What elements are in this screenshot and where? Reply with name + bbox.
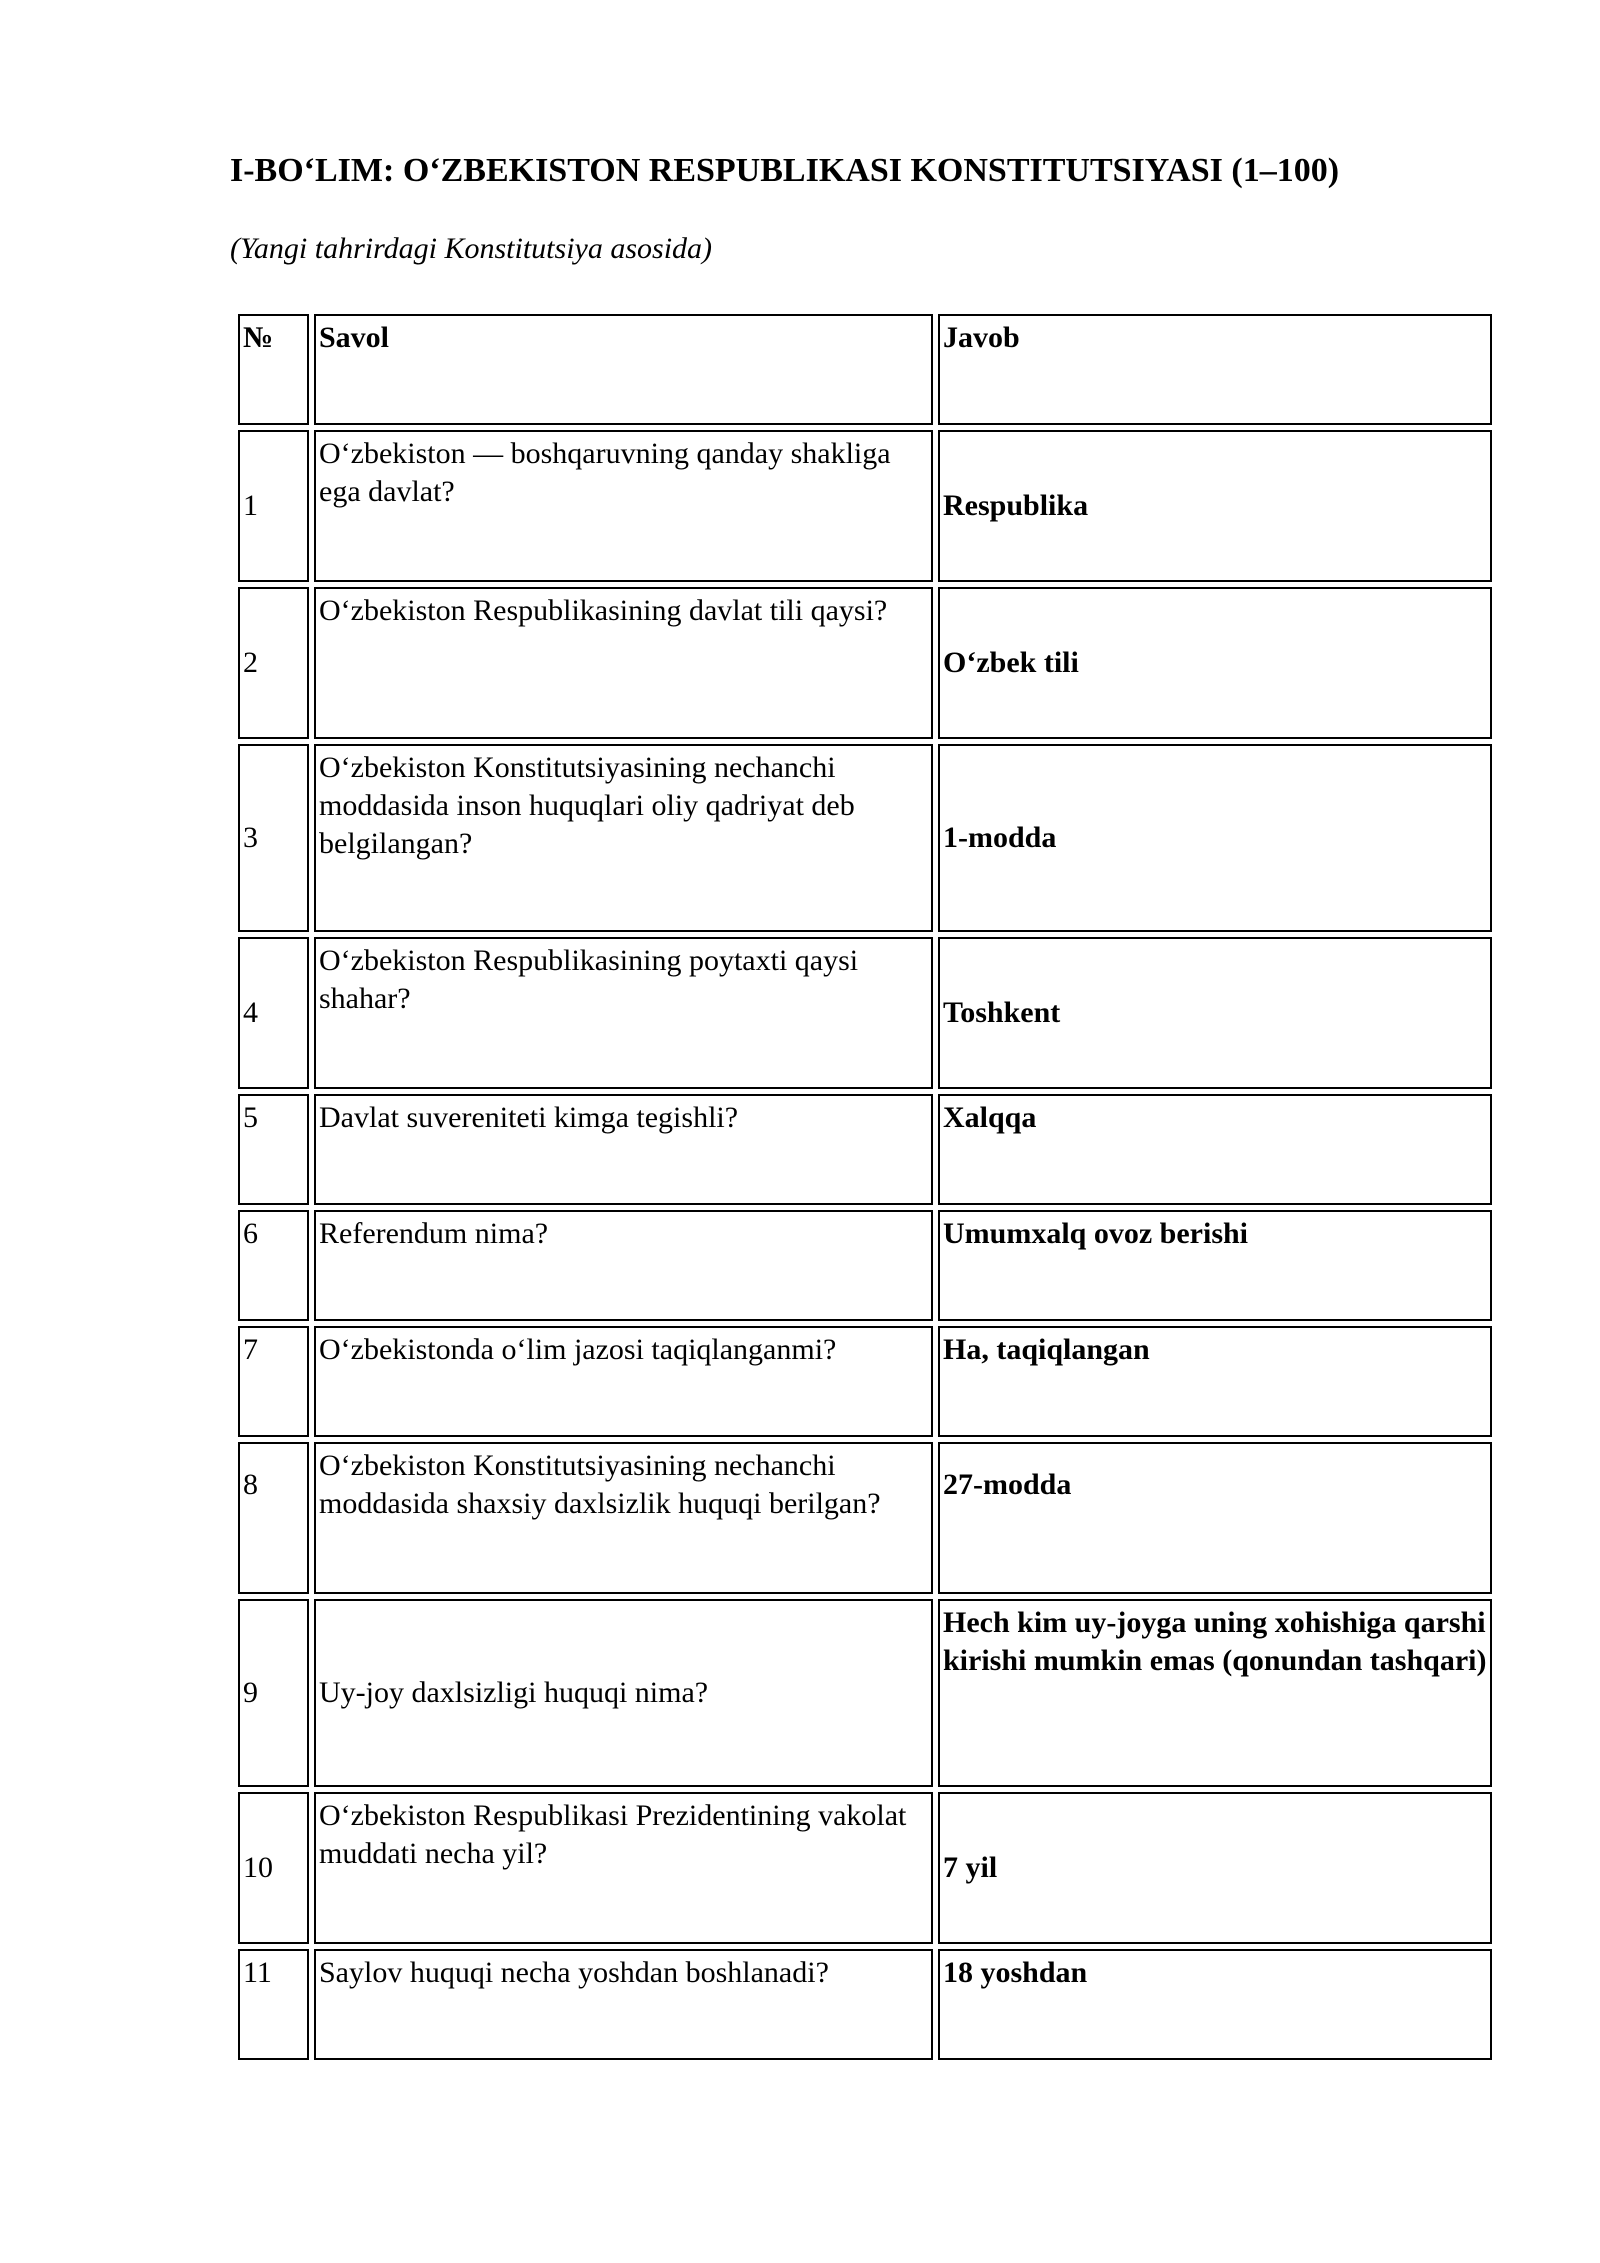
row-question: O‘zbekistonda o‘lim jazosi taqiqlanganmi? xyxy=(314,1326,933,1437)
header-number: № xyxy=(238,314,309,425)
table-row xyxy=(238,1094,1492,1205)
row-question: O‘zbekiston — boshqaruvning qanday shakliga ega davlat? xyxy=(314,430,933,582)
row-answer: 7 yil xyxy=(938,1792,1492,1944)
table-row xyxy=(238,744,1492,932)
row-number: 5 xyxy=(238,1094,309,1205)
table-row xyxy=(238,1210,1492,1321)
row-answer: Xalqqa xyxy=(938,1094,1492,1205)
table-row xyxy=(238,1442,1492,1594)
page-subtitle: (Yangi tahrirdagi Konstitutsiya asosida) xyxy=(230,232,713,265)
row-number: 7 xyxy=(238,1326,309,1437)
table-row xyxy=(238,1792,1492,1944)
table-row xyxy=(238,430,1492,582)
row-question: Davlat suvereniteti kimga tegishli? xyxy=(314,1094,933,1205)
table-row xyxy=(238,587,1492,739)
row-number: 2 xyxy=(238,587,309,739)
table-row xyxy=(238,1599,1492,1787)
row-number: 3 xyxy=(238,744,309,932)
row-answer: O‘zbek tili xyxy=(938,587,1492,739)
row-number: 1 xyxy=(238,430,309,582)
header-answer: Javob xyxy=(938,314,1492,425)
table-header-row xyxy=(238,314,1492,425)
row-number: 10 xyxy=(238,1792,309,1944)
row-number: 8 xyxy=(238,1442,309,1594)
qa-table xyxy=(233,309,1497,2065)
table-row xyxy=(238,937,1492,1089)
table-row xyxy=(238,1949,1492,2060)
row-answer: Respublika xyxy=(938,430,1492,582)
row-number: 9 xyxy=(238,1599,309,1787)
header-question: Savol xyxy=(314,314,933,425)
row-question: Saylov huquqi necha yoshdan boshlanadi? xyxy=(314,1949,933,2060)
row-question: O‘zbekiston Respublikasi Prezidentining vakolat muddati necha yil? xyxy=(314,1792,933,1944)
row-answer: 1-modda xyxy=(938,744,1492,932)
row-question: Uy-joy daxlsizligi huquqi nima? xyxy=(314,1599,933,1787)
row-answer: 18 yoshdan xyxy=(938,1949,1492,2060)
row-number: 6 xyxy=(238,1210,309,1321)
row-answer: Ha, taqiqlangan xyxy=(938,1326,1492,1437)
row-answer: Hech kim uy-joyga uning xohishiga qarshi kirishi mumkin emas (qonundan tashqari) xyxy=(938,1599,1492,1787)
row-question: O‘zbekiston Respublikasining poytaxti qaysi shahar? xyxy=(314,937,933,1089)
row-question: O‘zbekiston Konstitutsiyasining nechanchi moddasida inson huquqlari oliy qadriyat deb belgilangan? xyxy=(314,744,933,932)
row-number: 11 xyxy=(238,1949,309,2060)
row-question: O‘zbekiston Konstitutsiyasining nechanchi moddasida shaxsiy daxlsizlik huquqi berilgan? xyxy=(314,1442,933,1594)
row-answer: Umumxalq ovoz berishi xyxy=(938,1210,1492,1321)
row-number: 4 xyxy=(238,937,309,1089)
row-answer: Toshkent xyxy=(938,937,1492,1089)
table-row xyxy=(238,1326,1492,1437)
row-question: O‘zbekiston Respublikasining davlat tili qaysi? xyxy=(314,587,933,739)
page-title: I-BO‘LIM: O‘ZBEKISTON RESPUBLIKASI KONSTITUTSIYASI (1–100) xyxy=(230,152,1340,189)
row-question: Referendum nima? xyxy=(314,1210,933,1321)
row-answer: 27-modda xyxy=(938,1442,1492,1594)
